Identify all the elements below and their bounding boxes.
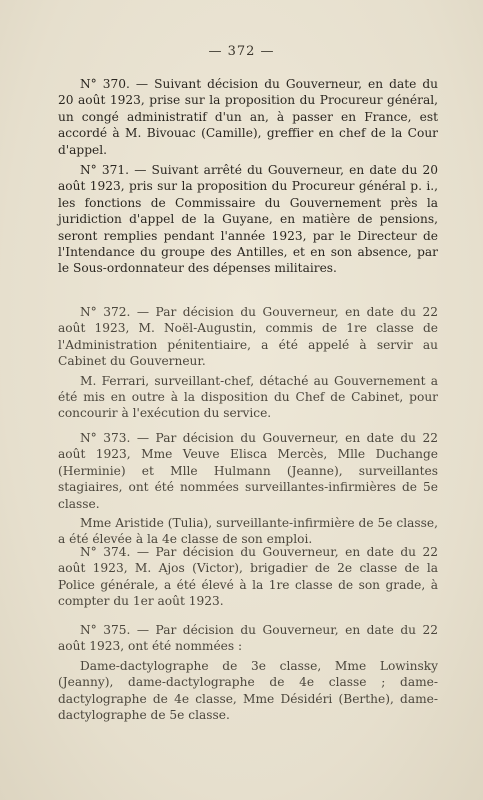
entry-373: [58, 430, 438, 548]
entry-paragraph: M. Ferrari, surveillant-chef, détaché au Gouvernement a été mis en outre à la disposition du Chef de Cabinet, pour concourir à l'exécution du service.: [58, 373, 438, 421]
entry-374: [58, 544, 438, 610]
entry-375: [58, 622, 438, 723]
entry-370: [58, 76, 438, 158]
page-number: — 372 —: [208, 44, 275, 59]
entry-371: [58, 162, 438, 277]
entry-paragraph: N° 375. — Par décision du Gouverneur, en date du 22 août 1923, ont été nommées :: [58, 623, 438, 654]
entry-paragraph: N° 374. — Par décision du Gouverneur, en date du 22 août 1923, M. Ajos (Victor), brigadier de 2e classe de la Police générale, a été élevé à la 1re classe de son grade, à compter du 1er août 1923.: [58, 545, 438, 609]
entry-paragraph: N° 370. — Suivant décision du Gouverneur, en date du 20 août 1923, prise sur la proposition du Procureur général, un congé administratif d'un an, à passer en France, est accordé à M. Bivouac (Camille), greffier en chef de la Cour d'appel.: [58, 77, 438, 157]
entry-paragraph: N° 372. — Par décision du Gouverneur, en date du 22 août 1923, M. Noël-Augustin, commis de 1re classe de l'Administration pénitentiaire, a été appelé à servir au Cabinet du Gouverneur.: [58, 305, 438, 369]
entry-paragraph: Dame-dactylographe de 3e classe, Mme Lowinsky (Jeanny), dame-dactylographe de 4e classe ; dame-dactylographe de 4e classe, Mme Désidéri (Berthe), dame-dactylographe de 5e classe.: [58, 658, 438, 723]
entry-paragraph: Mme Aristide (Tulia), surveillante-infirmière de 5e classe, a été élevée à la 4e classe de son emploi.: [58, 516, 438, 547]
entry-372: [58, 304, 438, 422]
entry-paragraph: N° 371. — Suivant arrêté du Gouverneur, en date du 20 août 1923, pris sur la proposition du Procureur général p. i., les fonctions de Commissaire du Gouvernement près la juridiction d'appel de la Guyane, en matière de pensions, seront remplies pendant l'année 1923, par le Directeur de l'Intendance du groupe des Antilles, et en son absence, par le Sous-ordonnateur des dépenses militaires.: [58, 163, 438, 276]
entry-paragraph: N° 373. — Par décision du Gouverneur, en date du 22 août 1923, Mme Veuve Elisca Mercès, Mlle Duchange (Herminie) et Mlle Hulmann (Jeanne), surveillantes stagiaires, ont été nommées surveillantes-infirmières de 5e classe.: [58, 431, 438, 511]
